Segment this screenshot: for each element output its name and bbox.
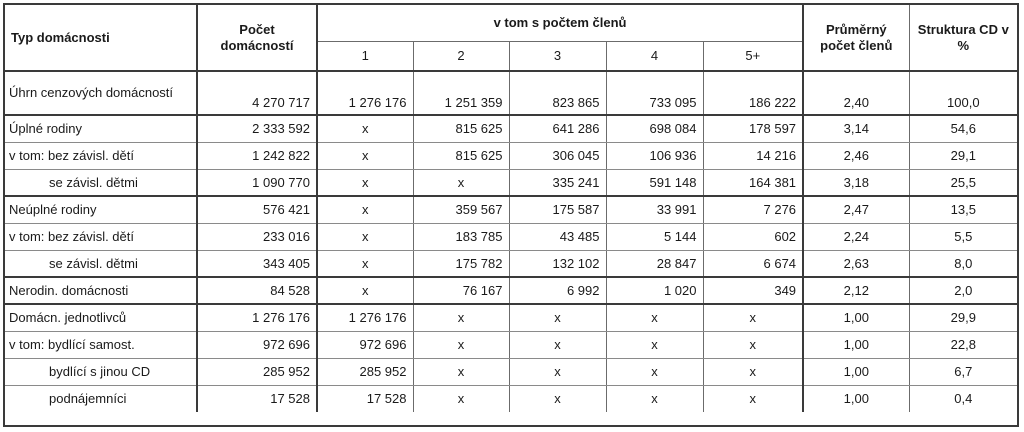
header-avg: Průměrný počet členů <box>803 5 909 71</box>
cell-count: 84 528 <box>197 277 317 304</box>
cell-m1: 17 528 <box>317 385 413 412</box>
cell-m2: 815 625 <box>413 115 509 142</box>
households-table <box>5 5 1017 412</box>
households-table-frame <box>3 3 1019 427</box>
cell-m5: 14 216 <box>703 142 803 169</box>
cell-m5: 349 <box>703 277 803 304</box>
header-member-5plus: 5+ <box>703 41 803 71</box>
header-member-3: 3 <box>509 41 606 71</box>
table-row <box>5 142 1017 169</box>
cell-avg: 1,00 <box>803 358 909 385</box>
cell-m3: 175 587 <box>509 196 606 223</box>
table-row <box>5 385 1017 412</box>
cell-m1: 1 276 176 <box>317 71 413 115</box>
cell-m3: 335 241 <box>509 169 606 196</box>
row-label: v tom: bez závisl. dětí <box>5 142 197 169</box>
cell-avg: 3,18 <box>803 169 909 196</box>
table-row <box>5 277 1017 304</box>
cell-m4: 5 144 <box>606 223 703 250</box>
cell-pct: 25,5 <box>909 169 1017 196</box>
cell-count: 17 528 <box>197 385 317 412</box>
header-type: Typ domácnosti <box>5 5 197 71</box>
row-label: podnájemníci <box>49 391 127 407</box>
row-label: Neúplné rodiny <box>5 196 197 223</box>
header-members-group: v tom s počtem členů <box>317 5 803 41</box>
row-label: Nerodin. domácnosti <box>5 277 197 304</box>
cell-avg: 2,47 <box>803 196 909 223</box>
cell-m1: 972 696 <box>317 331 413 358</box>
cell-m4: x <box>606 385 703 412</box>
cell-pct: 22,8 <box>909 331 1017 358</box>
header-member-4: 4 <box>606 41 703 71</box>
cell-m4: 698 084 <box>606 115 703 142</box>
cell-avg: 1,00 <box>803 304 909 331</box>
header-structure: Struktura CD v % <box>909 5 1017 71</box>
table-row <box>5 331 1017 358</box>
cell-m3: 132 102 <box>509 250 606 277</box>
cell-m4: x <box>606 304 703 331</box>
cell-m1: 1 276 176 <box>317 304 413 331</box>
cell-count: 2 333 592 <box>197 115 317 142</box>
cell-m2: x <box>413 385 509 412</box>
cell-m1: 285 952 <box>317 358 413 385</box>
table-row <box>5 250 1017 277</box>
cell-m5: 7 276 <box>703 196 803 223</box>
cell-m1: x <box>317 142 413 169</box>
cell-m3: x <box>509 304 606 331</box>
cell-m1: x <box>317 277 413 304</box>
cell-m2: 175 782 <box>413 250 509 277</box>
cell-pct: 54,6 <box>909 115 1017 142</box>
cell-m5: x <box>703 304 803 331</box>
cell-avg: 1,00 <box>803 331 909 358</box>
cell-count: 285 952 <box>197 358 317 385</box>
cell-m2: 76 167 <box>413 277 509 304</box>
cell-m5: 164 381 <box>703 169 803 196</box>
row-label: bydlící s jinou CD <box>5 358 197 385</box>
cell-m5: x <box>703 358 803 385</box>
cell-m4: 733 095 <box>606 71 703 115</box>
cell-m1: x <box>317 169 413 196</box>
header-member-1: 1 <box>317 41 413 71</box>
table-row <box>5 196 1017 223</box>
cell-m2: 815 625 <box>413 142 509 169</box>
cell-count: 1 276 176 <box>197 304 317 331</box>
cell-pct: 5,5 <box>909 223 1017 250</box>
cell-avg: 1,00 <box>803 385 909 412</box>
row-label: Úhrn cenzových domácností <box>5 71 197 115</box>
cell-m4: 591 148 <box>606 169 703 196</box>
cell-m5: x <box>703 331 803 358</box>
cell-avg: 2,24 <box>803 223 909 250</box>
cell-count: 576 421 <box>197 196 317 223</box>
cell-pct: 13,5 <box>909 196 1017 223</box>
cell-m2: 183 785 <box>413 223 509 250</box>
cell-m1: x <box>317 196 413 223</box>
cell-m1: x <box>317 250 413 277</box>
row-label: se závisl. dětmi <box>5 169 197 196</box>
table-row <box>5 304 1017 331</box>
cell-m2: 359 567 <box>413 196 509 223</box>
cell-m3: 6 992 <box>509 277 606 304</box>
cell-m4: x <box>606 358 703 385</box>
row-label: v tom: bez závisl. dětí <box>5 223 197 250</box>
cell-m4: 28 847 <box>606 250 703 277</box>
cell-m5: 6 674 <box>703 250 803 277</box>
cell-m3: 823 865 <box>509 71 606 115</box>
cell-m2: x <box>413 331 509 358</box>
cell-m5: 186 222 <box>703 71 803 115</box>
row-label: Úplné rodiny <box>5 115 197 142</box>
cell-avg: 3,14 <box>803 115 909 142</box>
row-label: se závisl. dětmi <box>5 250 197 277</box>
cell-m1: x <box>317 115 413 142</box>
cell-m3: x <box>509 331 606 358</box>
cell-m3: 43 485 <box>509 223 606 250</box>
table-row <box>5 169 1017 196</box>
cell-count: 233 016 <box>197 223 317 250</box>
cell-m4: x <box>606 331 703 358</box>
table-row <box>5 115 1017 142</box>
cell-m5: 178 597 <box>703 115 803 142</box>
cell-avg: 2,46 <box>803 142 909 169</box>
cell-m4: 106 936 <box>606 142 703 169</box>
table-row <box>5 223 1017 250</box>
cell-m3: 641 286 <box>509 115 606 142</box>
cell-m2: x <box>413 304 509 331</box>
cell-count: 972 696 <box>197 331 317 358</box>
cell-pct: 6,7 <box>909 358 1017 385</box>
cell-m1: x <box>317 223 413 250</box>
cell-count: 1 242 822 <box>197 142 317 169</box>
cell-pct: 29,1 <box>909 142 1017 169</box>
cell-pct: 100,0 <box>909 71 1017 115</box>
table-row <box>5 358 1017 385</box>
cell-pct: 29,9 <box>909 304 1017 331</box>
header-member-2: 2 <box>413 41 509 71</box>
cell-count: 343 405 <box>197 250 317 277</box>
cell-m2: x <box>413 358 509 385</box>
cell-m5: x <box>703 385 803 412</box>
row-label: v tom: bydlící samost. <box>5 331 197 358</box>
row-label: Domácn. jednotlivců <box>5 304 197 331</box>
cell-pct: 8,0 <box>909 250 1017 277</box>
cell-avg: 2,12 <box>803 277 909 304</box>
cell-m5: 602 <box>703 223 803 250</box>
cell-count: 4 270 717 <box>197 71 317 115</box>
cell-count: 1 090 770 <box>197 169 317 196</box>
cell-avg: 2,40 <box>803 71 909 115</box>
cell-m3: 306 045 <box>509 142 606 169</box>
cell-m4: 33 991 <box>606 196 703 223</box>
cell-m4: 1 020 <box>606 277 703 304</box>
cell-m2: 1 251 359 <box>413 71 509 115</box>
cell-pct: 2,0 <box>909 277 1017 304</box>
table-row <box>5 71 1017 115</box>
cell-m3: x <box>509 358 606 385</box>
cell-avg: 2,63 <box>803 250 909 277</box>
cell-m2: x <box>413 169 509 196</box>
header-count: Počet domácností <box>197 5 317 71</box>
cell-pct: 0,4 <box>909 385 1017 412</box>
cell-m3: x <box>509 385 606 412</box>
